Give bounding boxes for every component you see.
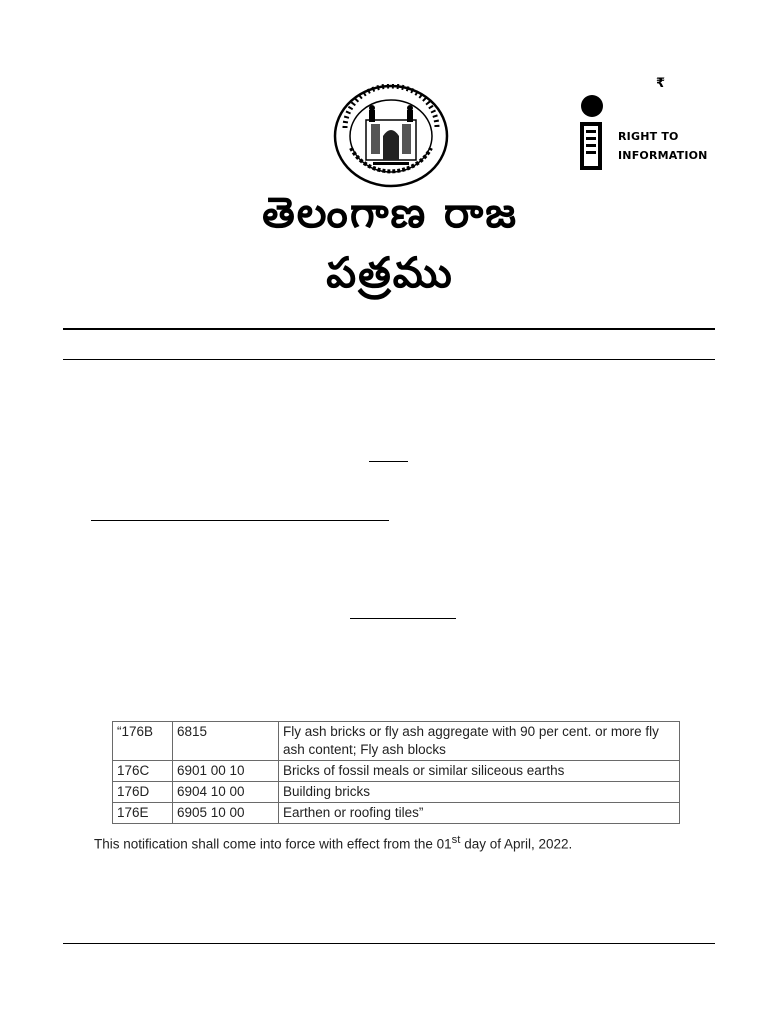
gazette-title: తెలంగాణ రాజ పత్రము (262, 188, 518, 297)
rupee-symbol: ₹ (656, 76, 666, 91)
serial-cell: 176E (113, 803, 173, 824)
table-row (113, 782, 680, 803)
serial-cell: 176D (113, 782, 173, 803)
notification-text (94, 834, 572, 852)
serial-cell: “176B (113, 722, 173, 761)
telangana-seal-icon (333, 84, 449, 188)
notification-text-sup: st (451, 834, 461, 846)
description-cell: Earthen or roofing tiles” (279, 803, 680, 824)
table-row (113, 722, 680, 761)
underline-medium (350, 618, 456, 619)
notification-text-pre: This notification shall come into force with effect from the 01 (94, 836, 452, 852)
serial-cell: 176C (113, 761, 173, 782)
underline-short (369, 461, 408, 462)
heading-cell: 6815 (173, 722, 279, 761)
description-cell: Building bricks (279, 782, 680, 803)
rti-label-line1: RIGHT TO (618, 130, 679, 143)
underline-long (91, 520, 389, 521)
heading-cell: 6905 10 00 (173, 803, 279, 824)
rti-label-line2: INFORMATION (618, 149, 708, 162)
header-rule-top (63, 328, 715, 330)
tariff-table (112, 721, 680, 824)
rti-label (618, 127, 708, 165)
table-row (113, 803, 680, 824)
heading-cell: 6901 00 10 (173, 761, 279, 782)
heading-cell: 6904 10 00 (173, 782, 279, 803)
footer-rule (63, 943, 715, 944)
header-rule-bottom (63, 359, 715, 360)
table-row (113, 761, 680, 782)
description-cell: Bricks of fossil meals or similar siliceous earths (279, 761, 680, 782)
description-cell: Fly ash bricks or fly ash aggregate with 90 per cent. or more fly ash content; Fly ash blocks (279, 722, 680, 761)
notification-text-post: day of April, 2022. (460, 836, 573, 852)
